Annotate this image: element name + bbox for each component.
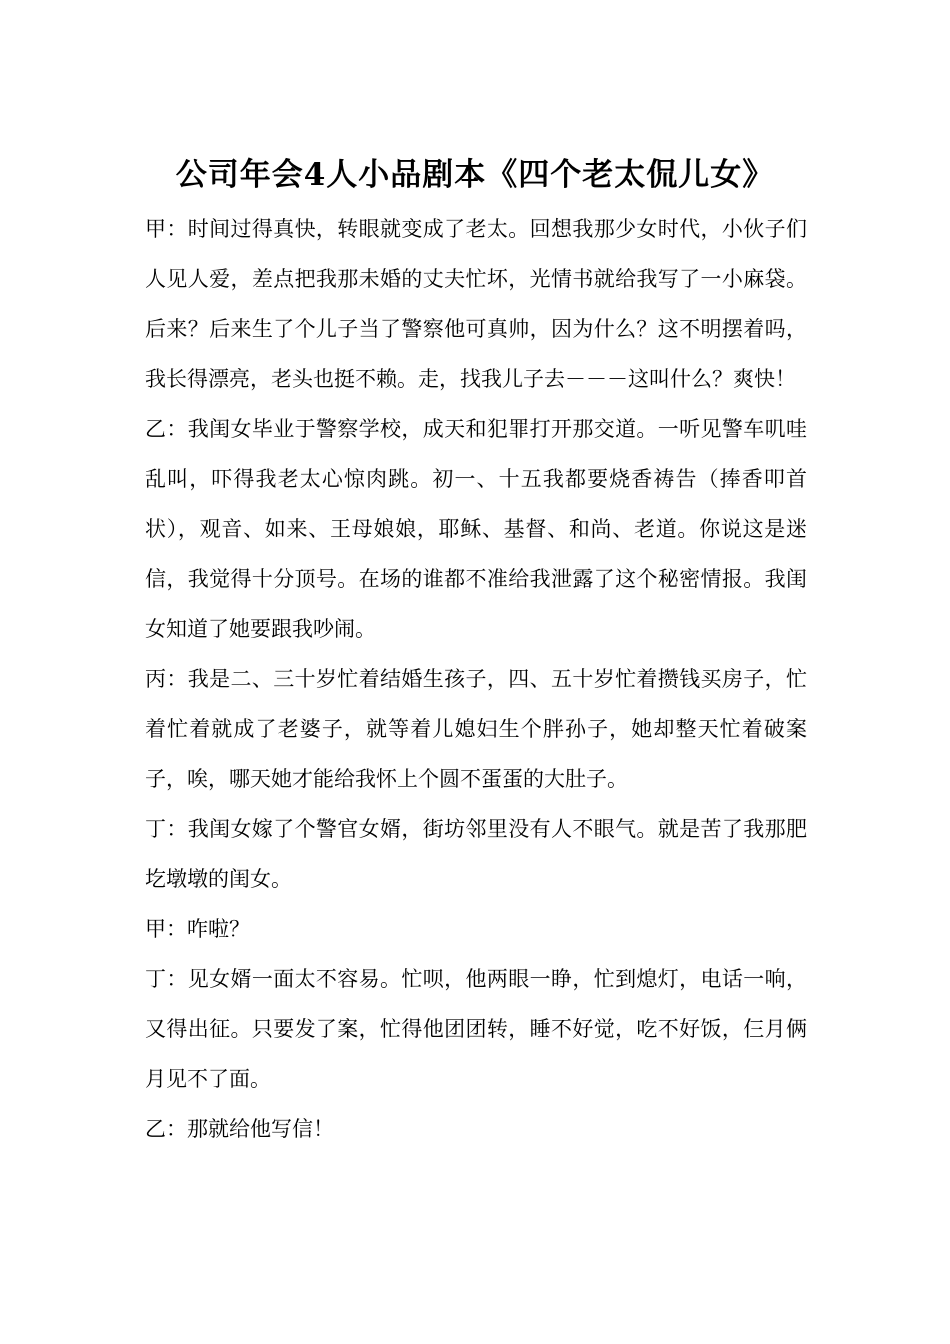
document-title: 公司年会4人小品剧本《四个老太侃儿女》 [175,156,775,193]
dialogue-paragraph: 甲：咋啦？ [145,917,250,941]
script-body [145,204,807,1154]
dialogue-paragraph: 乙：那就给他写信！ [145,1117,334,1141]
dialogue-paragraph: 丙：我是二、三十岁忙着结婚生孩子，四、五十岁忙着攒钱买房子，忙着忙着就成了老婆子，就等着儿媳妇生个胖孙子，她却整天忙着破案子，唉，哪天她才能给我怀上个圆不蛋蛋的大肚子。 [145,667,807,791]
dialogue-paragraph: 甲：时间过得真快，转眼就变成了老太。回想我那少女时代，小伙子们人见人爱，差点把我那未婚的丈夫忙坏，光情书就给我写了一小麻袋。后来？后来生了个儿子当了警察他可真帅，因为什么？这不明摆着吗，我长得漂亮，老头也挺不赖。走，找我儿子去－－－这叫什么？爽快！ [145,217,807,391]
dialogue-paragraph: 丁：见女婿一面太不容易。忙呗，他两眼一睁，忙到熄灯，电话一响，又得出征。只要发了案，忙得他团团转，睡不好觉，吃不好饭，仨月俩月见不了面。 [145,967,807,1091]
dialogue-paragraph: 乙：我闺女毕业于警察学校，成天和犯罪打开那交道。一听见警车叽哇乱叫，吓得我老太心惊肉跳。初一、十五我都要烧香祷告（捧香叩首状），观音、如来、王母娘娘，耶稣、基督、和尚、老道。你说这是迷信，我觉得十分顶号。在场的谁都不准给我泄露了这个秘密情报。我闺女知道了她要跟我吵闹。 [145,417,807,641]
dialogue-paragraph: 丁：我闺女嫁了个警官女婿，街坊邻里没有人不眼气。就是苦了我那肥圪墩墩的闺女。 [145,817,807,891]
